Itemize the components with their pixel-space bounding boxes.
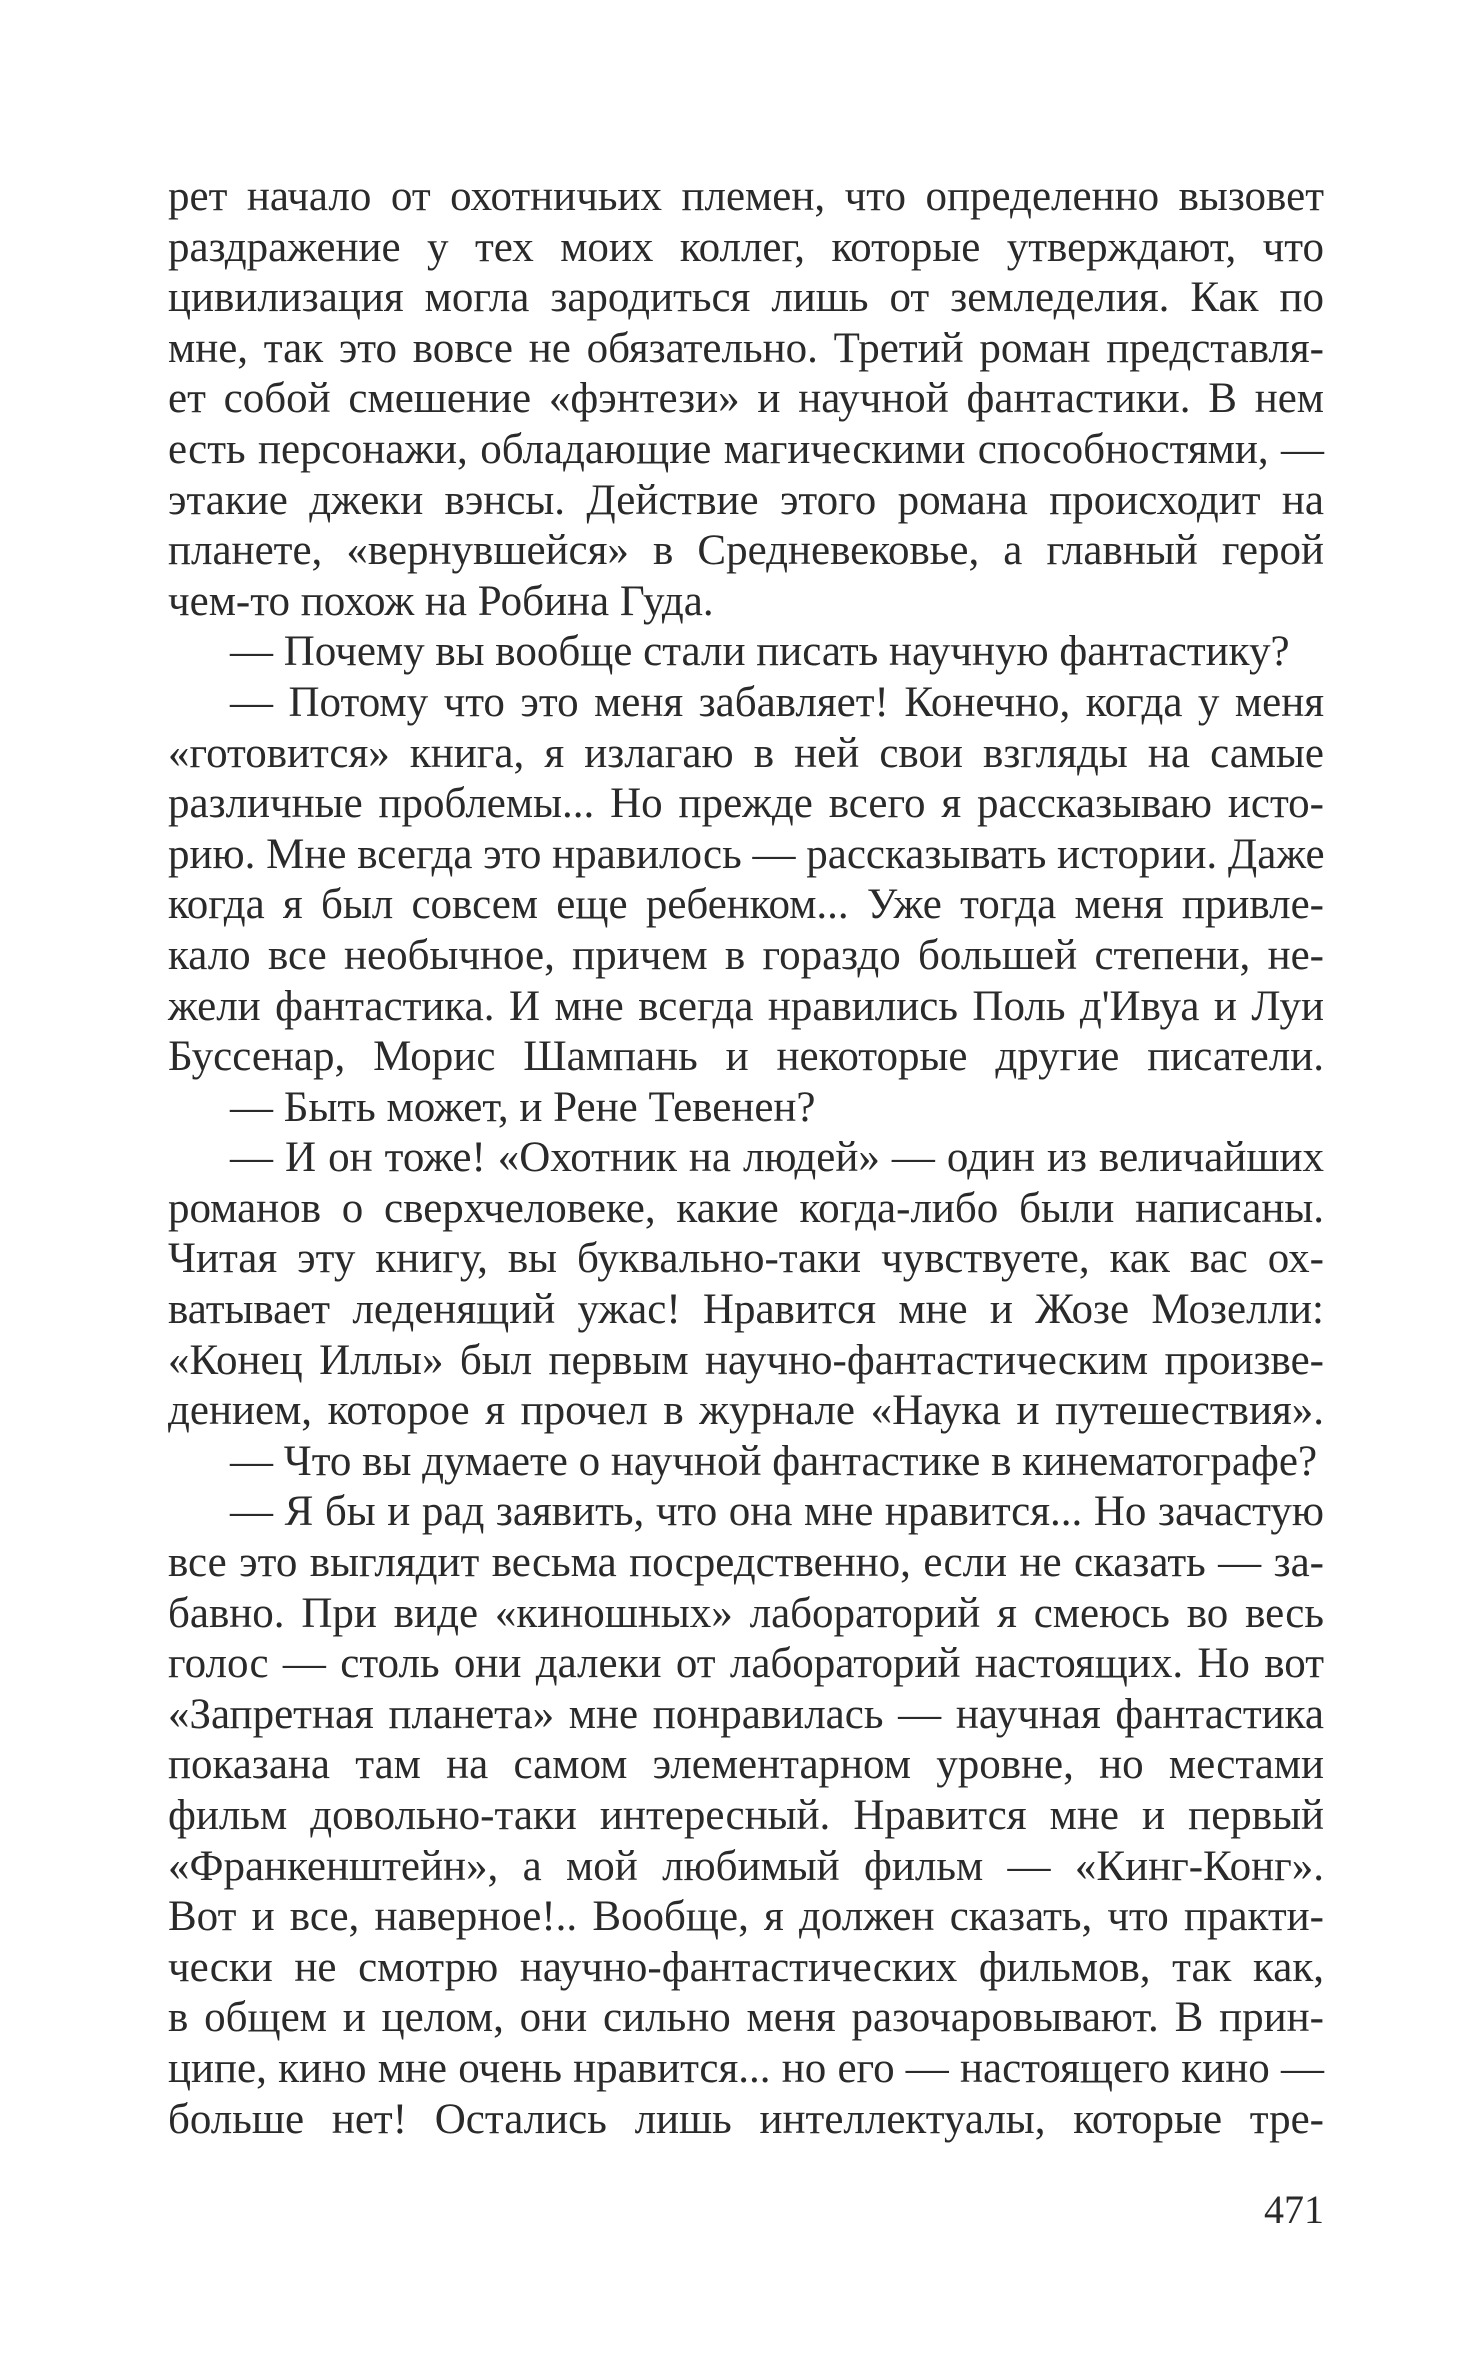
text-line: рет начало от охотничьих племен, что определенно вызовет	[168, 173, 1324, 220]
text-line: ватывает леденящий ужас! Нравится мне и Жозе Мозелли:	[168, 1286, 1324, 1334]
text-line: в общем и целом, они сильно меня разочаровывают. В прин-	[168, 1994, 1324, 2042]
text-line: жели фантастика. И мне всегда нравились Поль д'Ивуа и Луи	[168, 982, 1324, 1030]
text-line: больше нет! Остались лишь интеллектуалы, которые тре-	[168, 2095, 1324, 2143]
text-line: бавно. При виде «киношных» лабораторий я смеюсь во весь	[168, 1589, 1324, 1637]
text-line: есть персонажи, обладающие магическими способностями, —	[168, 425, 1324, 473]
text-line: дением, которое я прочел в журнале «Наука и путешествия».	[168, 1387, 1324, 1435]
text-line: рию. Мне всегда это нравилось — рассказывать истории. Даже	[168, 830, 1325, 878]
text-line: Читая эту книгу, вы буквально-таки чувствуете, как вас ох-	[168, 1235, 1324, 1283]
text-line: Буссенар, Морис Шампань и некоторые другие писатели.	[168, 1033, 1324, 1081]
dialogue-line: — Быть может, и Рене Тевенен?	[230, 1083, 816, 1131]
text-line: все это выглядит весьма посредственно, если не сказать — за-	[168, 1539, 1324, 1587]
text-line: романов о сверхчеловеке, какие когда-либо были написаны.	[168, 1184, 1324, 1232]
text-line: чем-то похож на Робина Гуда.	[168, 577, 714, 625]
text-line: этакие джеки вэнсы. Действие этого романа происходит на	[168, 476, 1324, 524]
text-line: Вот и все, наверное!.. Вообще, я должен сказать, что практи-	[168, 1893, 1324, 1941]
text-line: «Конец Иллы» был первым научно-фантастическим произве-	[168, 1336, 1324, 1384]
text-line: показана там на самом элементарном уровне, но местами	[168, 1741, 1324, 1789]
dialogue-line: — И он тоже! «Охотник на людей» — один из величайших	[230, 1134, 1324, 1182]
text-line: когда я был совсем еще ребенком... Уже тогда меня привле-	[168, 881, 1324, 929]
text-line: «готовится» книга, я излагаю в ней свои взгляды на самые	[168, 729, 1324, 777]
text-line: ципе, кино мне очень нравится... но его — настоящего кино —	[168, 2044, 1324, 2092]
dialogue-line: — Что вы думаете о научной фантастике в кинематографе?	[230, 1437, 1318, 1485]
dialogue-line: — Потому что это меня забавляет! Конечно, когда у меня	[230, 678, 1324, 726]
text-line: кало все необычное, причем в гораздо большей степени, не-	[168, 931, 1324, 979]
dialogue-line: — Почему вы вообще стали писать научную фантастику?	[230, 628, 1290, 676]
text-line: ет собой смешение «фэнтези» и научной фантастики. В нем	[168, 375, 1324, 423]
text-line: «Франкенштейн», а мой любимый фильм — «Кинг-Конг».	[168, 1842, 1324, 1890]
text-line: различные проблемы... Но прежде всего я рассказываю исто-	[168, 780, 1324, 828]
body-text	[168, 172, 1324, 2145]
text-line: раздражение у тех моих коллег, которые утверждают, что	[168, 223, 1324, 271]
text-line: голос — столь они далеки от лабораторий настоящих. Но вот	[168, 1640, 1324, 1688]
text-line: чески не смотрю научно-фантастических фильмов, так как,	[168, 1943, 1324, 1991]
text-line: планете, «вернувшейся» в Средневековье, а главный герой	[168, 527, 1324, 575]
text-line: цивилизация могла зародиться лишь от земледелия. Как по	[168, 274, 1324, 322]
dialogue-line: — Я бы и рад заявить, что она мне нравится... Но зачастую	[230, 1488, 1324, 1536]
text-line: мне, так это вовсе не обязательно. Третий роман представля-	[168, 324, 1324, 372]
page-number: 471	[1264, 2187, 1324, 2232]
text-line: «Запретная планета» мне понравилась — научная фантастика	[168, 1690, 1324, 1738]
text-line: фильм довольно-таки интересный. Нравится мне и первый	[168, 1792, 1324, 1839]
